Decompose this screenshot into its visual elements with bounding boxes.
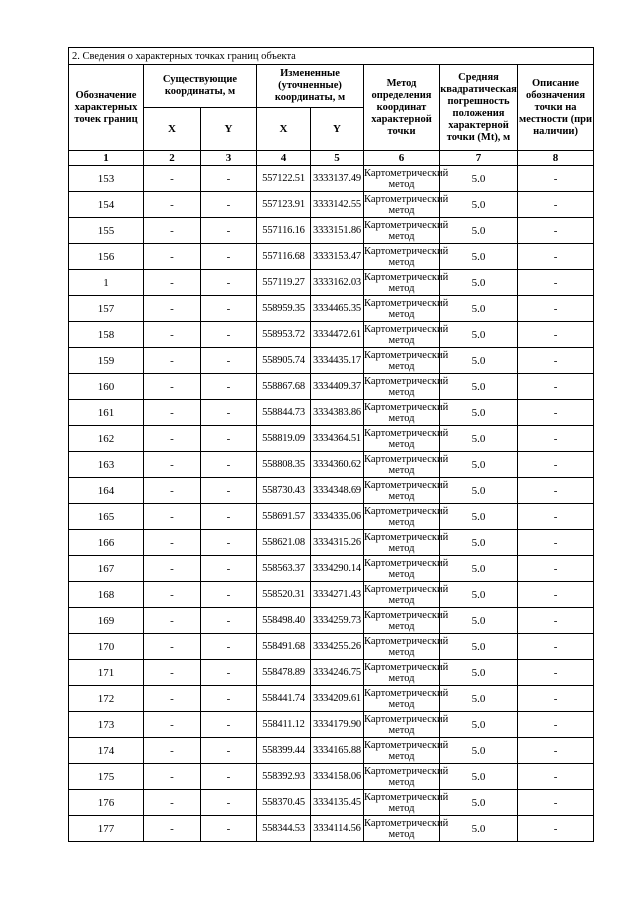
existing-y-cell: - xyxy=(201,166,257,192)
description-cell: - xyxy=(518,270,594,296)
table-row xyxy=(69,712,594,738)
mean-error-cell: 5.0 xyxy=(440,478,518,504)
changed-y-cell: 3334114.56 xyxy=(311,816,364,842)
existing-x-cell: - xyxy=(144,608,201,634)
point-cell: 169 xyxy=(69,608,144,634)
point-cell: 175 xyxy=(69,764,144,790)
method-cell: Картометрический метод xyxy=(364,219,449,242)
changed-x-cell: 558867.68 xyxy=(257,374,311,400)
changed-x-cell: 557119.27 xyxy=(257,270,311,296)
method-cell: Картометрический метод xyxy=(364,323,449,346)
changed-y-cell: 3334255.26 xyxy=(311,634,364,660)
description-cell: - xyxy=(518,348,594,374)
table-row xyxy=(69,530,594,556)
table-row xyxy=(69,686,594,712)
existing-y-cell: - xyxy=(201,400,257,426)
description-cell: - xyxy=(518,816,594,842)
changed-y-cell: 3334179.90 xyxy=(311,712,364,738)
point-cell: 176 xyxy=(69,790,144,816)
description-cell: - xyxy=(518,738,594,764)
method-cell: Картометрический метод xyxy=(364,375,449,398)
changed-x-cell: 558563.37 xyxy=(257,556,311,582)
column-number: 3 xyxy=(201,151,257,166)
mean-error-cell: 5.0 xyxy=(440,244,518,270)
changed-y-cell: 3333142.55 xyxy=(311,192,364,218)
existing-y-cell: - xyxy=(201,556,257,582)
changed-y-cell: 3334335.06 xyxy=(311,504,364,530)
table-row xyxy=(69,244,594,270)
point-cell: 166 xyxy=(69,530,144,556)
point-cell: 173 xyxy=(69,712,144,738)
method-cell: Картометрический метод xyxy=(364,427,449,450)
existing-y-cell: - xyxy=(201,712,257,738)
changed-y-cell: 3334165.88 xyxy=(311,738,364,764)
method-cell: Картометрический метод xyxy=(364,531,449,554)
point-cell: 172 xyxy=(69,686,144,712)
existing-y-cell: - xyxy=(201,790,257,816)
point-cell: 170 xyxy=(69,634,144,660)
existing-y-cell: - xyxy=(201,582,257,608)
existing-y-cell: - xyxy=(201,244,257,270)
header-changed-y: Y xyxy=(311,108,364,151)
changed-y-cell: 3334383.86 xyxy=(311,400,364,426)
changed-x-cell: 558370.45 xyxy=(257,790,311,816)
method-cell: Картометрический метод xyxy=(364,557,449,580)
changed-x-cell: 558491.68 xyxy=(257,634,311,660)
changed-y-cell: 3333151.86 xyxy=(311,218,364,244)
description-cell: - xyxy=(518,322,594,348)
point-cell: 165 xyxy=(69,504,144,530)
mean-error-cell: 5.0 xyxy=(440,374,518,400)
method-cell: Картометрический метод xyxy=(364,271,449,294)
changed-x-cell: 557122.51 xyxy=(257,166,311,192)
method-cell: Картометрический метод xyxy=(364,167,449,190)
point-cell: 163 xyxy=(69,452,144,478)
changed-x-cell: 558691.57 xyxy=(257,504,311,530)
mean-error-cell: 5.0 xyxy=(440,166,518,192)
existing-y-cell: - xyxy=(201,764,257,790)
table-row xyxy=(69,634,594,660)
changed-y-cell: 3334259.73 xyxy=(311,608,364,634)
changed-x-cell: 558959.35 xyxy=(257,296,311,322)
table-row xyxy=(69,270,594,296)
table-row xyxy=(69,426,594,452)
mean-error-cell: 5.0 xyxy=(440,582,518,608)
existing-x-cell: - xyxy=(144,738,201,764)
method-cell: Картометрический метод xyxy=(364,349,449,372)
point-cell: 164 xyxy=(69,478,144,504)
method-cell: Картометрический метод xyxy=(364,401,449,424)
existing-x-cell: - xyxy=(144,530,201,556)
existing-x-cell: - xyxy=(144,660,201,686)
column-number: 2 xyxy=(144,151,201,166)
header-existing-y: Y xyxy=(201,108,257,151)
existing-x-cell: - xyxy=(144,426,201,452)
point-cell: 161 xyxy=(69,400,144,426)
changed-x-cell: 558392.93 xyxy=(257,764,311,790)
table-row xyxy=(69,504,594,530)
description-cell: - xyxy=(518,530,594,556)
table-row xyxy=(69,192,594,218)
boundary-points-table xyxy=(68,47,594,842)
changed-x-cell: 558844.73 xyxy=(257,400,311,426)
description-cell: - xyxy=(518,634,594,660)
method-cell: Картометрический метод xyxy=(364,297,449,320)
existing-y-cell: - xyxy=(201,452,257,478)
changed-y-cell: 3334409.37 xyxy=(311,374,364,400)
method-cell: Картометрический метод xyxy=(364,505,449,528)
mean-error-cell: 5.0 xyxy=(440,270,518,296)
existing-x-cell: - xyxy=(144,582,201,608)
mean-error-cell: 5.0 xyxy=(440,686,518,712)
mean-error-cell: 5.0 xyxy=(440,556,518,582)
existing-y-cell: - xyxy=(201,192,257,218)
existing-y-cell: - xyxy=(201,738,257,764)
table-row xyxy=(69,608,594,634)
existing-x-cell: - xyxy=(144,452,201,478)
table-row xyxy=(69,816,594,842)
existing-y-cell: - xyxy=(201,374,257,400)
existing-x-cell: - xyxy=(144,244,201,270)
method-cell: Картометрический метод xyxy=(364,609,449,632)
existing-y-cell: - xyxy=(201,322,257,348)
changed-y-cell: 3334271.43 xyxy=(311,582,364,608)
mean-error-cell: 5.0 xyxy=(440,296,518,322)
mean-error-cell: 5.0 xyxy=(440,530,518,556)
header-existing-x: X xyxy=(144,108,201,151)
table-row xyxy=(69,556,594,582)
mean-error-cell: 5.0 xyxy=(440,816,518,842)
table-row xyxy=(69,764,594,790)
description-cell: - xyxy=(518,712,594,738)
mean-error-cell: 5.0 xyxy=(440,452,518,478)
existing-y-cell: - xyxy=(201,530,257,556)
description-cell: - xyxy=(518,244,594,270)
column-number: 6 xyxy=(364,151,440,166)
changed-x-cell: 558399.44 xyxy=(257,738,311,764)
existing-x-cell: - xyxy=(144,790,201,816)
method-cell: Картометрический метод xyxy=(364,193,449,216)
existing-x-cell: - xyxy=(144,478,201,504)
method-cell: Картометрический метод xyxy=(364,791,449,814)
method-cell: Картометрический метод xyxy=(364,661,449,684)
point-cell: 154 xyxy=(69,192,144,218)
changed-x-cell: 557116.68 xyxy=(257,244,311,270)
changed-x-cell: 558953.72 xyxy=(257,322,311,348)
column-number: 5 xyxy=(311,151,364,166)
changed-x-cell: 558478.89 xyxy=(257,660,311,686)
point-cell: 158 xyxy=(69,322,144,348)
description-cell: - xyxy=(518,478,594,504)
existing-x-cell: - xyxy=(144,686,201,712)
changed-y-cell: 3334209.61 xyxy=(311,686,364,712)
point-cell: 174 xyxy=(69,738,144,764)
existing-y-cell: - xyxy=(201,634,257,660)
changed-y-cell: 3334465.35 xyxy=(311,296,364,322)
existing-x-cell: - xyxy=(144,816,201,842)
changed-x-cell: 558441.74 xyxy=(257,686,311,712)
existing-x-cell: - xyxy=(144,218,201,244)
existing-y-cell: - xyxy=(201,608,257,634)
header-changed-coordinates: Измененные (уточненные) координаты, м xyxy=(257,65,364,108)
existing-y-cell: - xyxy=(201,478,257,504)
column-number: 1 xyxy=(69,151,144,166)
changed-x-cell: 558411.12 xyxy=(257,712,311,738)
existing-y-cell: - xyxy=(201,686,257,712)
table-row xyxy=(69,582,594,608)
method-cell: Картометрический метод xyxy=(364,479,449,502)
existing-x-cell: - xyxy=(144,322,201,348)
changed-y-cell: 3334472.61 xyxy=(311,322,364,348)
table-row xyxy=(69,166,594,192)
description-cell: - xyxy=(518,686,594,712)
description-cell: - xyxy=(518,660,594,686)
changed-y-cell: 3333137.49 xyxy=(311,166,364,192)
point-cell: 159 xyxy=(69,348,144,374)
mean-error-cell: 5.0 xyxy=(440,738,518,764)
table-row xyxy=(69,296,594,322)
description-cell: - xyxy=(518,296,594,322)
description-cell: - xyxy=(518,192,594,218)
method-cell: Картометрический метод xyxy=(364,583,449,606)
mean-error-cell: 5.0 xyxy=(440,790,518,816)
header-method: Метод определения координат характерной точки xyxy=(364,65,440,151)
existing-y-cell: - xyxy=(201,504,257,530)
description-cell: - xyxy=(518,452,594,478)
existing-y-cell: - xyxy=(201,426,257,452)
changed-y-cell: 3333153.47 xyxy=(311,244,364,270)
table-row xyxy=(69,660,594,686)
changed-y-cell: 3334364.51 xyxy=(311,426,364,452)
mean-error-cell: 5.0 xyxy=(440,348,518,374)
existing-x-cell: - xyxy=(144,400,201,426)
point-cell: 168 xyxy=(69,582,144,608)
changed-y-cell: 3334158.06 xyxy=(311,764,364,790)
changed-x-cell: 558905.74 xyxy=(257,348,311,374)
description-cell: - xyxy=(518,608,594,634)
point-cell: 157 xyxy=(69,296,144,322)
description-cell: - xyxy=(518,374,594,400)
table-row xyxy=(69,478,594,504)
existing-x-cell: - xyxy=(144,504,201,530)
existing-x-cell: - xyxy=(144,634,201,660)
column-number: 4 xyxy=(257,151,311,166)
point-cell: 177 xyxy=(69,816,144,842)
changed-x-cell: 558808.35 xyxy=(257,452,311,478)
method-cell: Картометрический метод xyxy=(364,453,449,476)
table-row xyxy=(69,400,594,426)
method-cell: Картометрический метод xyxy=(364,713,449,736)
header-existing-coordinates: Существующие координаты, м xyxy=(144,65,257,108)
table-row xyxy=(69,348,594,374)
header-point-designation: Обозначение характерных точек границ xyxy=(69,65,144,151)
existing-y-cell: - xyxy=(201,270,257,296)
method-cell: Картометрический метод xyxy=(364,245,449,268)
changed-y-cell: 3334315.26 xyxy=(311,530,364,556)
description-cell: - xyxy=(518,400,594,426)
table-row xyxy=(69,790,594,816)
mean-error-cell: 5.0 xyxy=(440,712,518,738)
point-cell: 162 xyxy=(69,426,144,452)
existing-y-cell: - xyxy=(201,296,257,322)
changed-x-cell: 557123.91 xyxy=(257,192,311,218)
existing-y-cell: - xyxy=(201,816,257,842)
mean-error-cell: 5.0 xyxy=(440,322,518,348)
header-mean-error: Средняя квадратическая погрешность положения характерной точки (Mt), м xyxy=(440,65,518,151)
changed-x-cell: 558730.43 xyxy=(257,478,311,504)
changed-x-cell: 558520.31 xyxy=(257,582,311,608)
description-cell: - xyxy=(518,790,594,816)
existing-x-cell: - xyxy=(144,166,201,192)
changed-y-cell: 3334135.45 xyxy=(311,790,364,816)
mean-error-cell: 5.0 xyxy=(440,218,518,244)
header-changed-x: X xyxy=(257,108,311,151)
method-cell: Картометрический метод xyxy=(364,817,449,840)
existing-x-cell: - xyxy=(144,374,201,400)
point-cell: 171 xyxy=(69,660,144,686)
method-cell: Картометрический метод xyxy=(364,765,449,788)
changed-x-cell: 558819.09 xyxy=(257,426,311,452)
description-cell: - xyxy=(518,556,594,582)
description-cell: - xyxy=(518,426,594,452)
changed-x-cell: 558344.53 xyxy=(257,816,311,842)
point-cell: 160 xyxy=(69,374,144,400)
description-cell: - xyxy=(518,582,594,608)
method-cell: Картометрический метод xyxy=(364,739,449,762)
mean-error-cell: 5.0 xyxy=(440,660,518,686)
section-title: 2. Сведения о характерных точках границ объекта xyxy=(69,48,594,65)
changed-y-cell: 3333162.03 xyxy=(311,270,364,296)
mean-error-cell: 5.0 xyxy=(440,504,518,530)
description-cell: - xyxy=(518,166,594,192)
existing-x-cell: - xyxy=(144,270,201,296)
existing-x-cell: - xyxy=(144,764,201,790)
point-cell: 167 xyxy=(69,556,144,582)
mean-error-cell: 5.0 xyxy=(440,400,518,426)
description-cell: - xyxy=(518,218,594,244)
table-row xyxy=(69,738,594,764)
mean-error-cell: 5.0 xyxy=(440,608,518,634)
changed-y-cell: 3334360.62 xyxy=(311,452,364,478)
existing-x-cell: - xyxy=(144,296,201,322)
existing-x-cell: - xyxy=(144,192,201,218)
changed-x-cell: 557116.16 xyxy=(257,218,311,244)
changed-y-cell: 3334246.75 xyxy=(311,660,364,686)
column-number: 7 xyxy=(440,151,518,166)
changed-y-cell: 3334435.17 xyxy=(311,348,364,374)
existing-x-cell: - xyxy=(144,348,201,374)
mean-error-cell: 5.0 xyxy=(440,426,518,452)
point-cell: 1 xyxy=(69,270,144,296)
table-row xyxy=(69,452,594,478)
table-body xyxy=(69,166,594,842)
changed-y-cell: 3334348.69 xyxy=(311,478,364,504)
method-cell: Картометрический метод xyxy=(364,635,449,658)
column-number: 8 xyxy=(518,151,594,166)
mean-error-cell: 5.0 xyxy=(440,634,518,660)
existing-x-cell: - xyxy=(144,556,201,582)
changed-x-cell: 558621.08 xyxy=(257,530,311,556)
changed-y-cell: 3334290.14 xyxy=(311,556,364,582)
description-cell: - xyxy=(518,504,594,530)
header-description: Описание обозначения точки на местности (при наличии) xyxy=(518,65,594,151)
description-cell: - xyxy=(518,764,594,790)
point-cell: 153 xyxy=(69,166,144,192)
method-cell: Картометрический метод xyxy=(364,687,449,710)
mean-error-cell: 5.0 xyxy=(440,192,518,218)
existing-y-cell: - xyxy=(201,660,257,686)
table-row xyxy=(69,322,594,348)
mean-error-cell: 5.0 xyxy=(440,764,518,790)
point-cell: 156 xyxy=(69,244,144,270)
existing-y-cell: - xyxy=(201,218,257,244)
table-row xyxy=(69,218,594,244)
table-row xyxy=(69,374,594,400)
existing-x-cell: - xyxy=(144,712,201,738)
existing-y-cell: - xyxy=(201,348,257,374)
changed-x-cell: 558498.40 xyxy=(257,608,311,634)
point-cell: 155 xyxy=(69,218,144,244)
